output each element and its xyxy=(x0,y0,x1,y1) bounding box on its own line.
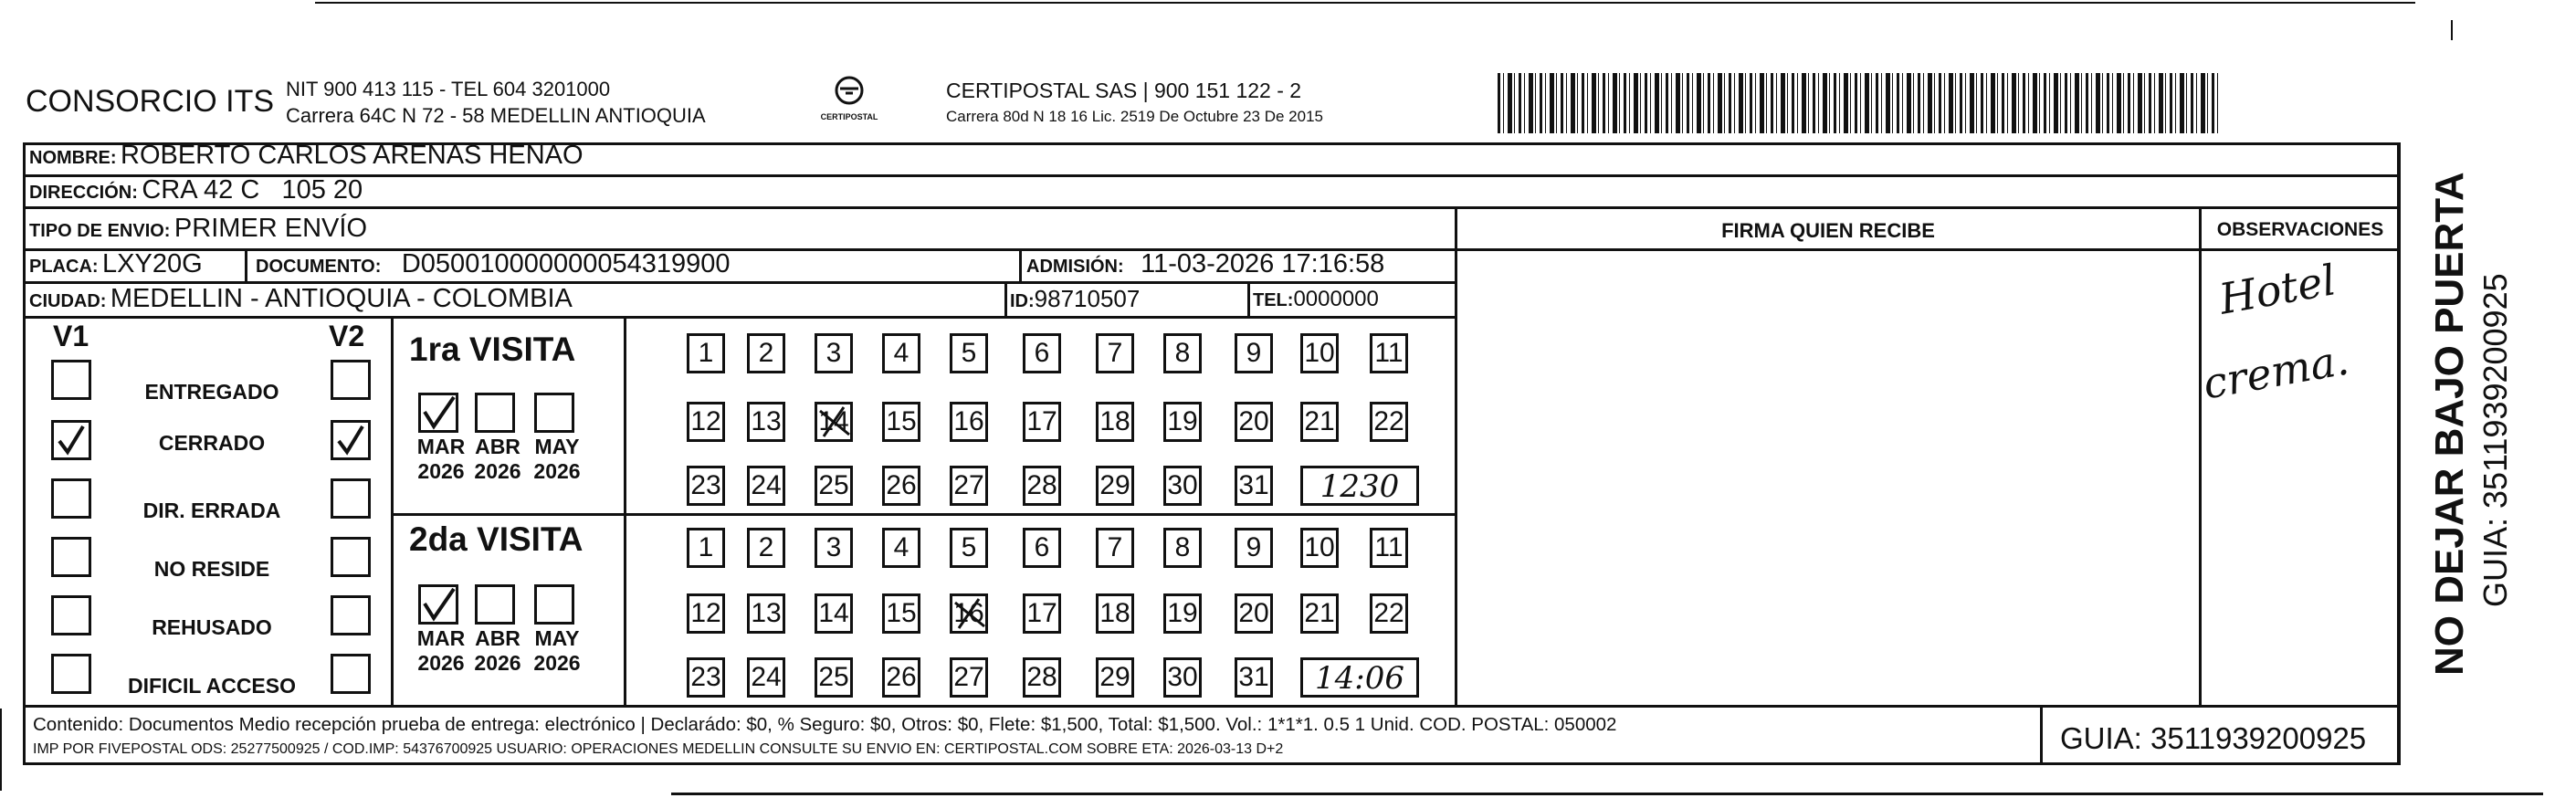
day-checkbox[interactable]: 8 xyxy=(1163,528,1202,568)
day-checkbox[interactable]: 20 xyxy=(1235,402,1273,442)
day-checkbox[interactable]: 1 xyxy=(687,333,725,373)
side-left-line xyxy=(2398,142,2401,765)
day-checkbox[interactable]: 11 xyxy=(1370,333,1408,373)
day-checkbox[interactable]: 30 xyxy=(1163,657,1202,698)
day-checkbox[interactable]: 7 xyxy=(1096,333,1134,373)
day-checkbox[interactable]: 13 xyxy=(747,402,785,442)
month-checkbox[interactable] xyxy=(475,393,515,433)
day-checkbox[interactable]: 28 xyxy=(1023,466,1061,506)
check-mark-icon xyxy=(54,423,89,457)
firma-left-line xyxy=(1455,206,1457,705)
id-value: 98710507 xyxy=(1034,285,1141,312)
day-checkbox[interactable]: 16 xyxy=(950,402,988,442)
scan-mark xyxy=(2451,20,2453,40)
month-name: ABR xyxy=(475,435,520,458)
tel-cell xyxy=(1253,287,1379,312)
id-label: ID: xyxy=(1010,291,1035,311)
day-checkbox[interactable]: 25 xyxy=(815,657,853,698)
v2-header: V2 xyxy=(329,320,365,352)
day-checkbox[interactable]: 3 xyxy=(815,333,853,373)
v1-checkbox[interactable] xyxy=(51,595,91,635)
company-address: Carrera 64C N 72 - 58 MEDELLIN ANTIOQUIA xyxy=(286,104,706,127)
day-checkbox[interactable]: 4 xyxy=(882,528,920,568)
day-checkbox[interactable]: 2 xyxy=(747,333,785,373)
tel-label: TEL: xyxy=(1253,290,1294,310)
placa-cell xyxy=(29,249,203,279)
footer-contenido: Contenido: Documentos Medio recepción prueba de entrega: electrónico | Declarádo: $0, % Seguro: $0, Otros: $0, Flete: $1,500, Total: $1,500. Vol.: 1*1*1. 0.5 1 Unid. COD. POSTAL: 050002 xyxy=(33,714,1617,735)
left-edge-line xyxy=(0,709,2,791)
month-year: 2026 xyxy=(474,459,521,483)
day-checkbox[interactable]: 31 xyxy=(1235,657,1273,698)
nombre-value: ROBERTO CARLOS ARENAS HENAO xyxy=(121,141,584,170)
side-guia-number: GUIA: 3511939200925 xyxy=(2476,273,2514,607)
month-label xyxy=(468,435,528,484)
footer-imp: IMP POR FIVEPOSTAL ODS: 25277500925 / COD.IMP: 54376700925 USUARIO: OPERACIONES MEDELLIN CONSULTE SU ENVIO EN: CERTIPOSTAL.COM SOBRE ETA: 2026-03-13 D+2 xyxy=(33,741,1284,757)
day-checkbox[interactable]: 26 xyxy=(882,466,920,506)
month-name: MAY xyxy=(534,626,580,650)
month-label xyxy=(527,435,587,484)
day-checkbox[interactable]: 19 xyxy=(1163,593,1202,634)
company-nit: NIT 900 413 115 - TEL 604 3201000 xyxy=(286,78,611,100)
day-checkbox[interactable]: 18 xyxy=(1096,402,1134,442)
check-mark-icon xyxy=(421,395,457,432)
month-year: 2026 xyxy=(474,651,521,675)
documento-value: D050010000000054319900 xyxy=(401,249,731,278)
documento-label: DOCUMENTO: xyxy=(256,257,382,277)
month-year: 2026 xyxy=(533,651,581,675)
day-checkbox[interactable]: 14 xyxy=(815,593,853,634)
admision-value: 11-03-2026 17:16:58 xyxy=(1141,249,1385,278)
day-checkbox[interactable]: 10 xyxy=(1300,528,1339,568)
month-year: 2026 xyxy=(417,459,465,483)
tel-divider xyxy=(1247,281,1250,316)
day-checkbox[interactable]: 11 xyxy=(1370,528,1408,568)
placa-label: PLACA: xyxy=(29,257,99,277)
v2-checkbox[interactable] xyxy=(331,537,371,577)
day-checkbox[interactable]: 10 xyxy=(1300,333,1339,373)
month-year: 2026 xyxy=(533,459,581,483)
month-name: MAR xyxy=(416,435,466,458)
day-checkbox[interactable]: 12 xyxy=(687,402,725,442)
day-checkbox[interactable]: 30 xyxy=(1163,466,1202,506)
company-name: CONSORCIO ITS xyxy=(26,84,275,119)
ciudad-label: CIUDAD: xyxy=(29,291,107,311)
observaciones-header: OBSERVACIONES xyxy=(2216,219,2384,240)
month-label xyxy=(411,435,471,484)
footer-guia-divider xyxy=(2040,705,2043,765)
ciudad-cell xyxy=(29,284,573,314)
barcode xyxy=(1498,73,2219,133)
check-mark-icon xyxy=(333,423,368,457)
day-checkbox[interactable]: 9 xyxy=(1235,333,1273,373)
v1-checkbox[interactable] xyxy=(51,420,91,460)
v2-checkbox[interactable] xyxy=(331,478,371,519)
day-checkbox[interactable]: 7 xyxy=(1096,528,1134,568)
status-right-line xyxy=(391,316,394,705)
day-checkbox[interactable]: 29 xyxy=(1096,466,1134,506)
month-name: MAY xyxy=(534,435,580,458)
day-checkbox[interactable]: 26 xyxy=(882,657,920,698)
day-checkbox[interactable]: 1 xyxy=(687,528,725,568)
month-checkbox[interactable] xyxy=(475,584,515,625)
month-checkbox[interactable] xyxy=(418,584,458,625)
nombre-label: NOMBRE: xyxy=(29,148,117,168)
row-line-5 xyxy=(23,316,1456,319)
placa-value: LXY20G xyxy=(102,249,203,278)
month-label xyxy=(527,626,587,676)
day-checkbox[interactable]: 28 xyxy=(1023,657,1061,698)
day-checkbox[interactable]: 15 xyxy=(882,593,920,634)
day-checkbox[interactable]: 23 xyxy=(687,466,725,506)
tipo-label: TIPO DE ENVIO: xyxy=(29,221,171,241)
id-cell xyxy=(1010,285,1140,313)
status-label: REHUSADO xyxy=(152,615,272,639)
v1-checkbox[interactable] xyxy=(51,537,91,577)
month-checkbox[interactable] xyxy=(534,393,574,433)
visit-divider-line xyxy=(393,513,1456,516)
day-checkbox[interactable]: 4 xyxy=(882,333,920,373)
day-checkbox[interactable]: 24 xyxy=(747,657,785,698)
visit-time-box[interactable]: 1230 xyxy=(1300,466,1419,506)
v2-checkbox[interactable] xyxy=(331,360,371,400)
v1-checkbox[interactable] xyxy=(51,478,91,519)
month-year: 2026 xyxy=(417,651,465,675)
day-checkbox[interactable]: 6 xyxy=(1023,333,1061,373)
id-divider xyxy=(1004,281,1007,316)
month-checkbox[interactable] xyxy=(534,584,574,625)
v1-checkbox[interactable] xyxy=(51,654,91,694)
direccion-value: CRA 42 C 105 20 xyxy=(142,175,363,205)
status-label: ENTREGADO xyxy=(144,380,279,404)
signature-area[interactable] xyxy=(1458,251,2198,704)
day-checkbox[interactable]: 9 xyxy=(1235,528,1273,568)
status-label: DIFICIL ACCESO xyxy=(127,674,296,698)
month-name: MAR xyxy=(416,626,466,650)
ciudad-value: MEDELLIN - ANTIOQUIA - COLOMBIA xyxy=(110,284,573,313)
v2-checkbox[interactable] xyxy=(331,420,371,460)
v1-checkbox[interactable] xyxy=(51,360,91,400)
day-checkbox[interactable]: 12 xyxy=(687,593,725,634)
day-checkbox[interactable]: 22 xyxy=(1370,402,1408,442)
v2-checkbox[interactable] xyxy=(331,595,371,635)
status-label: NO RESIDE xyxy=(153,557,270,581)
day-checkbox[interactable]: 19 xyxy=(1163,402,1202,442)
admision-label: ADMISIÓN: xyxy=(1026,257,1124,277)
row-line-2 xyxy=(23,206,2400,209)
day-checkbox[interactable]: 27 xyxy=(950,466,988,506)
observaciones-note-line-2: crema. xyxy=(2199,334,2353,409)
day-checkbox[interactable]: 2 xyxy=(747,528,785,568)
day-checkbox[interactable]: 14 xyxy=(815,402,853,442)
certipostal-address: Carrera 80d N 18 16 Lic. 2519 De Octubre 23 De 2015 xyxy=(946,108,1323,125)
day-checkbox[interactable]: 6 xyxy=(1023,528,1061,568)
row-line-1 xyxy=(23,174,2400,177)
observaciones-note-line-1: Hotel xyxy=(2215,255,2339,324)
footer-guia: GUIA: 3511939200925 xyxy=(2060,721,2367,755)
day-checkbox[interactable]: 17 xyxy=(1023,593,1061,634)
visit-time-box[interactable]: 14:06 xyxy=(1300,657,1419,698)
admision-cell xyxy=(1026,249,1384,279)
day-checkbox[interactable]: 21 xyxy=(1300,402,1339,442)
certipostal-logo xyxy=(813,75,886,130)
day-checkbox[interactable]: 27 xyxy=(950,657,988,698)
v2-checkbox[interactable] xyxy=(331,654,371,694)
visit-title-line xyxy=(624,316,626,705)
direccion-label: DIRECCIÓN: xyxy=(29,183,138,203)
admision-divider xyxy=(1019,248,1022,281)
firma-header: FIRMA QUIEN RECIBE xyxy=(1721,219,1935,242)
no-dejar-bajo-puerta: NO DEJAR BAJO PUERTA xyxy=(2427,172,2472,676)
day-checkbox[interactable]: 31 xyxy=(1235,466,1273,506)
day-checkbox[interactable]: 16 xyxy=(950,593,988,634)
status-label: DIR. ERRADA xyxy=(142,499,281,522)
documento-cell xyxy=(256,249,731,279)
month-checkbox[interactable] xyxy=(418,393,458,433)
day-checkbox[interactable]: 20 xyxy=(1235,593,1273,634)
day-checkbox[interactable]: 15 xyxy=(882,402,920,442)
status-label: CERRADO xyxy=(158,431,266,455)
day-checkbox[interactable]: 29 xyxy=(1096,657,1134,698)
month-name: ABR xyxy=(475,626,520,650)
day-checkbox[interactable]: 21 xyxy=(1300,593,1339,634)
tipo-value: PRIMER ENVÍO xyxy=(173,214,368,243)
day-checkbox[interactable]: 22 xyxy=(1370,593,1408,634)
month-label xyxy=(468,626,528,676)
day-checkbox[interactable]: 8 xyxy=(1163,333,1202,373)
v1-header: V1 xyxy=(53,320,89,352)
day-checkbox[interactable]: 24 xyxy=(747,466,785,506)
direccion-row xyxy=(29,175,363,205)
tel-value: 0000000 xyxy=(1293,287,1379,311)
obs-left-line xyxy=(2199,206,2202,705)
day-checkbox[interactable]: 25 xyxy=(815,466,853,506)
day-checkbox[interactable]: 18 xyxy=(1096,593,1134,634)
nombre-row xyxy=(29,141,584,171)
check-mark-icon xyxy=(421,587,457,624)
certipostal-logo-icon xyxy=(829,75,869,108)
day-checkbox[interactable]: 5 xyxy=(950,528,988,568)
certipostal-logo-text: CERTIPOSTAL xyxy=(820,112,878,121)
day-checkbox[interactable]: 13 xyxy=(747,593,785,634)
tipo-row xyxy=(29,214,367,244)
day-checkbox[interactable]: 5 xyxy=(950,333,988,373)
day-checkbox[interactable]: 17 xyxy=(1023,402,1061,442)
day-checkbox[interactable]: 23 xyxy=(687,657,725,698)
placa-divider xyxy=(245,248,247,281)
certipostal-line: CERTIPOSTAL SAS | 900 151 122 - 2 xyxy=(946,79,1302,102)
second-visit-title: 2da VISITA xyxy=(409,520,584,558)
month-label xyxy=(411,626,471,676)
day-checkbox[interactable]: 3 xyxy=(815,528,853,568)
first-visit-title: 1ra VISITA xyxy=(409,331,576,368)
top-edge-line xyxy=(315,2,2415,4)
footer-top-line xyxy=(23,705,2400,708)
bottom-edge-line xyxy=(671,793,2543,795)
